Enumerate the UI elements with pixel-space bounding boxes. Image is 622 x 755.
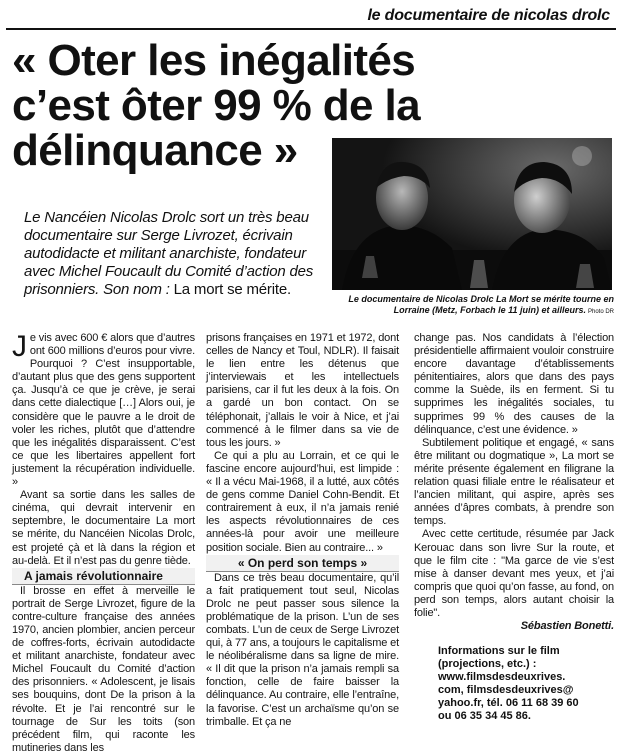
paragraph: prisons françaises en 1971 et 1972, dont celles de Nancy et Toul, NDLR). Il faisait le lien entre les détenus que j’interviewais et les intellectuels parisiens, car il fut les deux à la fois. On a gardé un bon contact. On se téléphonait, j’allais le voir à Nice, et j’ai commencé à le filmer dans sa vie de tous les jours. » — [206, 332, 399, 449]
photo-credit: Photo DR — [587, 309, 614, 315]
photo-illustration — [332, 138, 612, 290]
article-column-2 — [206, 332, 399, 729]
caption-text: Le documentaire de Nicolas Drolc La Mort se mérite tourne en Lorraine (Metz, Forbach le 11 juin) et ailleurs. — [348, 294, 614, 315]
phone-line: ou 06 35 34 45 86. — [438, 710, 531, 722]
article-column-3 — [414, 332, 614, 633]
subheading: A jamais révolutionnaire — [12, 568, 195, 585]
website-link[interactable]: www.filmsdesdeuxrives. — [438, 671, 566, 683]
article-photo — [332, 138, 612, 290]
intro-film-title: La mort se mérite. — [173, 281, 291, 298]
photo-caption — [330, 294, 614, 318]
section-header — [6, 6, 616, 30]
paragraph: Avec cette certitude, résumée par Jack Kerouac dans son livre Sur la route, et que le film cite : "Ma garce de vie s’est mise à danser devant mes yeux, et j’ai compris que quoi qu’on fasse, au fond, on perd son temps, alors autant choisir la folie". — [414, 528, 614, 619]
paragraph: Subtilement politique et engagé, « sans être militant ou dogmatique », La mort se mérite présente également en filigrane la relation quasi filiale entre le réalisateur et l’ancien militant, qui aspire, après ses années d’âpres combats, à prendre son temps. — [414, 436, 614, 528]
section-kicker: le documentaire de nicolas drolc — [367, 7, 610, 24]
author-signature: Sébastien Bonetti. — [520, 620, 614, 633]
info-box — [438, 645, 618, 723]
paragraph — [12, 332, 195, 489]
info-line: Informations sur le film — [438, 645, 560, 657]
paragraph: change pas. Nos candidats à l’élection présidentielle affirmaient vouloir construire encore davantage d’établissements pénitentiaires, alors que dans des pays comme la Suède, ils en ferment. Si tu supprimes les inégalités sociales, tu supprimes 99 % des causes de la délinquance, c’est une évidence. » — [414, 332, 614, 436]
drop-cap: J — [12, 330, 27, 363]
paragraph: Dans ce très beau documentaire, qu’il a fait pratiquement tout seul, Nicolas Drolc ne peut passer sous silence la problématique de la prison. L’un de ses combats. L’un de ceux de Serge Livrozet qui, à 77 ans, a toujours le capitalisme et le néolibéralisme dans sa ligne de mire. « Il dit que la prison n’a jamais rempli sa fonction, celle de faire baisser la délinquance. Au contraire, elle l’entraîne, la favorise. C’est un archaïsme qu’on se trimballe. Et ça ne — [206, 571, 399, 728]
paragraph: Il brosse en effet à merveille le portrait de Serge Livrozet, figure de la contre-culture française des années 1970, ancien plombier, ancien perceur de coffres-forts, écrivain autodidacte et militant anarchiste, fondateur avec Michel Foucault du Comité d’action des prisonniers. « Adolescent, je lisais ses bouquins, dont De la prison à la révolte. Et je l’ai rencontré sur le tournage de Sur les toits (son précédent film, qui raconte les mutineries dans les — [12, 584, 195, 754]
article-column-1 — [12, 332, 195, 755]
phone-line: yahoo.fr, tél. 06 11 68 39 60 — [438, 697, 579, 709]
intro-standfirst — [24, 209, 324, 299]
paragraph-text: e vis avec 600 € alors que d’autres ont 600 millions d’euros pour vivre. Pourquoi ? C’est insupportable, d’autant plus que des gens supportent ça. Jusqu’à ce que je crève, je serai dans cette dialectique […] Alors oui, je considère que le pauvre a le droit de voler les riches, plutôt que d’attendre que les inégalités disparaissent. C’est ce que les libertaires appellent fort justement la récupération individuelle. » — [12, 332, 195, 489]
intro-text: Le Nancéien Nicolas Drolc sort un très beau documentaire sur Serge Livrozet, écrivain autodidacte et militant anarchiste, fondateur avec Michel Foucault du Comité d’action des prisonniers. Son nom : — [24, 209, 314, 298]
paragraph: Avant sa sortie dans les salles de cinéma, qui devrait intervenir en septembre, le documentaire La mort se mérite, du Nancéien Nicolas Drolc, est projeté çà et là dans la région et au-delà. Et il n’est pas du genre tiède. — [12, 489, 195, 567]
info-line: (projections, etc.) : — [438, 658, 537, 670]
headline: « Oter les inégalités c’est ôter 99 % de la délinquance » — [12, 36, 421, 175]
email-link[interactable]: com, filmsdesdeuxrives@ — [438, 684, 574, 696]
subheading: « On perd son temps » — [206, 555, 399, 572]
paragraph: Ce qui a plu au Lorrain, et ce qui le fascine encore aujourd’hui, est limpide : « Il a vécu Mai-1968, il a lutté, aux côtés de gens comme Daniel Cohn-Bendit. Et contrairement à eux, il n’a jamais renié les aspects révolutionnaires de ces années-là pour avoir une meilleure position sociale. Bien au contraire... » — [206, 449, 399, 554]
